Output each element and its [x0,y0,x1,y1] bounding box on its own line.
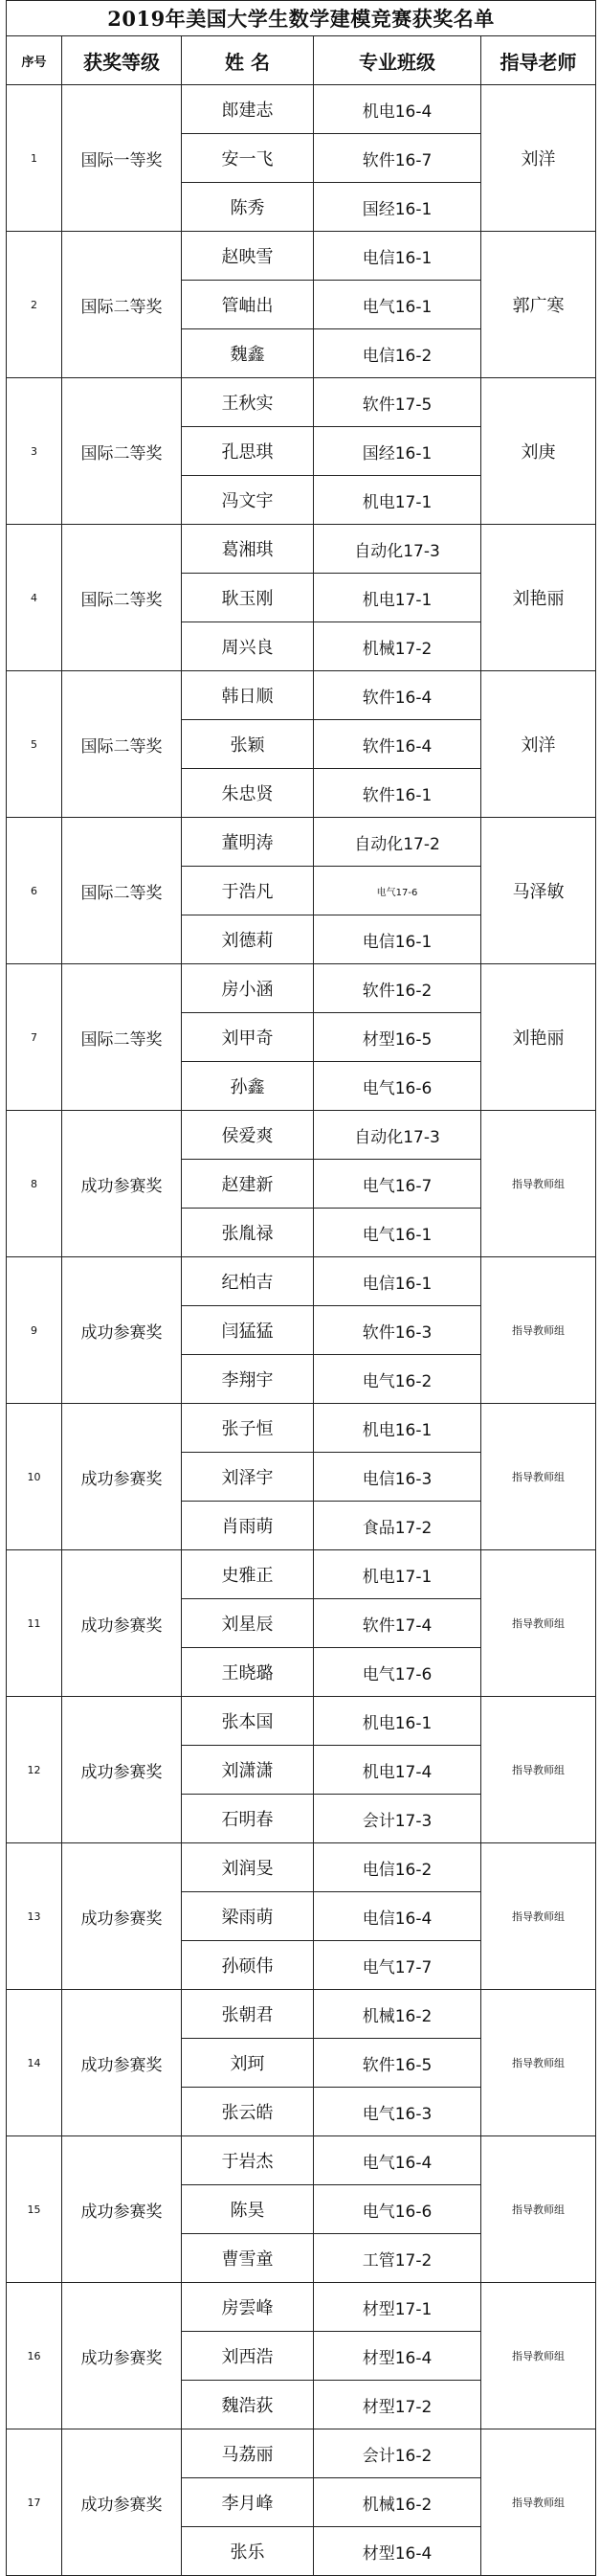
group-number: 3 [7,378,62,525]
group-number: 4 [7,525,62,671]
table-row [7,2283,596,2332]
group-number: 13 [7,1843,62,1990]
student-name: 张颖 [182,720,314,769]
table-row [7,818,596,867]
student-class: 材型16-4 [314,2527,481,2576]
student-name: 陈秀 [182,183,314,232]
award-level: 成功参赛奖 [62,1257,182,1404]
award-level: 成功参赛奖 [62,2136,182,2283]
student-name: 孙鑫 [182,1062,314,1111]
student-name: 孙硕伟 [182,1941,314,1990]
group-number: 8 [7,1111,62,1257]
student-name: 李翔宇 [182,1355,314,1404]
student-class: 电气17-6 [314,1648,481,1697]
table-row [7,1697,596,1746]
student-name: 刘泽宇 [182,1453,314,1502]
student-name: 耿玉刚 [182,574,314,622]
header-class: 专业班级 [314,36,481,85]
student-class: 软件16-2 [314,964,481,1013]
student-name: 张子恒 [182,1404,314,1453]
student-class: 电信16-4 [314,1892,481,1941]
student-class: 电气16-1 [314,1209,481,1257]
student-name: 孔思琪 [182,427,314,476]
advisor-name: 指导教师组 [481,2429,596,2576]
student-class: 软件16-1 [314,769,481,818]
advisor-name: 刘洋 [481,671,596,818]
student-name: 房小涵 [182,964,314,1013]
student-class: 电信16-3 [314,1453,481,1502]
table-row [7,2136,596,2185]
award-level: 国际二等奖 [62,378,182,525]
table-row [7,1843,596,1892]
header-advisor: 指导老师 [481,36,596,85]
table-row [7,964,596,1013]
header-level: 获奖等级 [62,36,182,85]
group-number: 11 [7,1550,62,1697]
award-table [6,0,596,2576]
student-name: 陈昊 [182,2185,314,2234]
student-class: 电气16-6 [314,1062,481,1111]
group-number: 9 [7,1257,62,1404]
student-class: 电气16-4 [314,2136,481,2185]
student-class: 电信16-1 [314,1257,481,1306]
student-name: 张乐 [182,2527,314,2576]
student-name: 马荔丽 [182,2429,314,2478]
award-level: 成功参赛奖 [62,1843,182,1990]
award-level: 国际一等奖 [62,85,182,232]
table-row [7,85,596,134]
award-level: 国际二等奖 [62,232,182,378]
advisor-name: 指导教师组 [481,1697,596,1843]
advisor-name: 刘艳丽 [481,525,596,671]
advisor-name: 指导教师组 [481,1550,596,1697]
group-number: 5 [7,671,62,818]
student-class: 会计16-2 [314,2429,481,2478]
student-name: 刘润旻 [182,1843,314,1892]
student-class: 软件16-4 [314,720,481,769]
student-class: 软件16-3 [314,1306,481,1355]
student-name: 周兴良 [182,622,314,671]
group-number: 6 [7,818,62,964]
student-name: 董明涛 [182,818,314,867]
student-class: 电信16-2 [314,329,481,378]
student-class: 材型16-5 [314,1013,481,1062]
table-row [7,378,596,427]
student-class: 机电16-4 [314,85,481,134]
student-class: 电信16-2 [314,1843,481,1892]
student-name: 闫猛猛 [182,1306,314,1355]
table-row [7,1257,596,1306]
header-no: 序号 [7,36,62,85]
student-name: 王晓璐 [182,1648,314,1697]
student-class: 机电17-1 [314,1550,481,1599]
group-number: 10 [7,1404,62,1550]
student-name: 安一飞 [182,134,314,183]
student-name: 刘潇潇 [182,1746,314,1795]
award-level: 成功参赛奖 [62,2283,182,2429]
student-name: 于岩杰 [182,2136,314,2185]
student-class: 工管17-2 [314,2234,481,2283]
student-class: 机电17-1 [314,476,481,525]
student-class: 机电16-1 [314,1404,481,1453]
award-level: 国际二等奖 [62,671,182,818]
student-name: 刘甲奇 [182,1013,314,1062]
student-class: 自动化17-3 [314,525,481,574]
group-number: 17 [7,2429,62,2576]
award-level: 国际二等奖 [62,964,182,1111]
student-name: 刘珂 [182,2039,314,2088]
group-number: 1 [7,85,62,232]
student-class: 软件17-4 [314,1599,481,1648]
award-level: 成功参赛奖 [62,1550,182,1697]
student-name: 冯文宇 [182,476,314,525]
student-class: 软件16-5 [314,2039,481,2088]
advisor-name: 指导教师组 [481,1843,596,1990]
student-class: 机电17-1 [314,574,481,622]
student-class: 机电17-4 [314,1746,481,1795]
table-row [7,1550,596,1599]
table-row [7,671,596,720]
student-class: 材型17-1 [314,2283,481,2332]
student-name: 李月峰 [182,2478,314,2527]
student-name: 赵映雪 [182,232,314,281]
student-name: 于浩凡 [182,867,314,915]
student-class: 软件17-5 [314,378,481,427]
table-row [7,1990,596,2039]
student-name: 赵建新 [182,1160,314,1209]
student-name: 纪柏吉 [182,1257,314,1306]
student-class: 电气16-3 [314,2088,481,2136]
award-level: 成功参赛奖 [62,1404,182,1550]
student-name: 张朝君 [182,1990,314,2039]
student-class: 电气16-7 [314,1160,481,1209]
advisor-name: 刘艳丽 [481,964,596,1111]
group-number: 2 [7,232,62,378]
student-class: 电气16-1 [314,281,481,329]
award-level: 成功参赛奖 [62,1697,182,1843]
student-name: 曹雪童 [182,2234,314,2283]
title-row [7,1,596,36]
student-name: 王秋实 [182,378,314,427]
student-class: 电气17-6 [314,867,481,915]
table-row [7,232,596,281]
student-class: 材型17-2 [314,2381,481,2429]
student-class: 电信16-1 [314,915,481,964]
student-name: 魏浩荻 [182,2381,314,2429]
advisor-name: 指导教师组 [481,1990,596,2136]
student-name: 郎建志 [182,85,314,134]
student-name: 史雅正 [182,1550,314,1599]
student-class: 机械16-2 [314,1990,481,2039]
sheet-title: 2019年美国大学生数学建模竞赛获奖名单 [7,1,596,36]
student-name: 管岫出 [182,281,314,329]
student-class: 食品17-2 [314,1502,481,1550]
student-class: 机械17-2 [314,622,481,671]
advisor-name: 马泽敏 [481,818,596,964]
advisor-name: 指导教师组 [481,2136,596,2283]
student-name: 葛湘琪 [182,525,314,574]
header-row [7,36,596,85]
student-name: 张本国 [182,1697,314,1746]
advisor-name: 指导教师组 [481,1404,596,1550]
student-class: 会计17-3 [314,1795,481,1843]
advisor-name: 指导教师组 [481,2283,596,2429]
student-class: 机电16-1 [314,1697,481,1746]
student-class: 电信16-1 [314,232,481,281]
student-class: 自动化17-3 [314,1111,481,1160]
student-name: 侯爱爽 [182,1111,314,1160]
group-number: 15 [7,2136,62,2283]
group-number: 7 [7,964,62,1111]
student-name: 刘星辰 [182,1599,314,1648]
student-name: 梁雨萌 [182,1892,314,1941]
advisor-name: 刘庚 [481,378,596,525]
group-number: 16 [7,2283,62,2429]
student-name: 魏鑫 [182,329,314,378]
student-class: 国经16-1 [314,183,481,232]
advisor-name: 郭广寒 [481,232,596,378]
advisor-name: 指导教师组 [481,1257,596,1404]
student-name: 刘德莉 [182,915,314,964]
student-name: 韩日顺 [182,671,314,720]
group-number: 12 [7,1697,62,1843]
advisor-name: 刘洋 [481,85,596,232]
award-level: 成功参赛奖 [62,1990,182,2136]
student-class: 软件16-4 [314,671,481,720]
student-name: 肖雨萌 [182,1502,314,1550]
student-class: 机械16-2 [314,2478,481,2527]
student-name: 房雲峰 [182,2283,314,2332]
student-name: 刘西浩 [182,2332,314,2381]
student-name: 朱忠贤 [182,769,314,818]
award-table-body [7,1,596,2576]
student-class: 电气16-2 [314,1355,481,1404]
table-row [7,1111,596,1160]
student-class: 自动化17-2 [314,818,481,867]
student-class: 国经16-1 [314,427,481,476]
header-name: 姓 名 [182,36,314,85]
student-class: 电气16-6 [314,2185,481,2234]
student-name: 张云皓 [182,2088,314,2136]
table-row [7,525,596,574]
student-class: 材型16-4 [314,2332,481,2381]
award-level: 国际二等奖 [62,525,182,671]
table-row [7,2429,596,2478]
student-class: 电气17-7 [314,1941,481,1990]
award-level: 成功参赛奖 [62,2429,182,2576]
student-name: 石明春 [182,1795,314,1843]
group-number: 14 [7,1990,62,2136]
student-class: 软件16-7 [314,134,481,183]
award-level: 国际二等奖 [62,818,182,964]
advisor-name: 指导教师组 [481,1111,596,1257]
student-name: 张胤禄 [182,1209,314,1257]
table-row [7,1404,596,1453]
award-level: 成功参赛奖 [62,1111,182,1257]
